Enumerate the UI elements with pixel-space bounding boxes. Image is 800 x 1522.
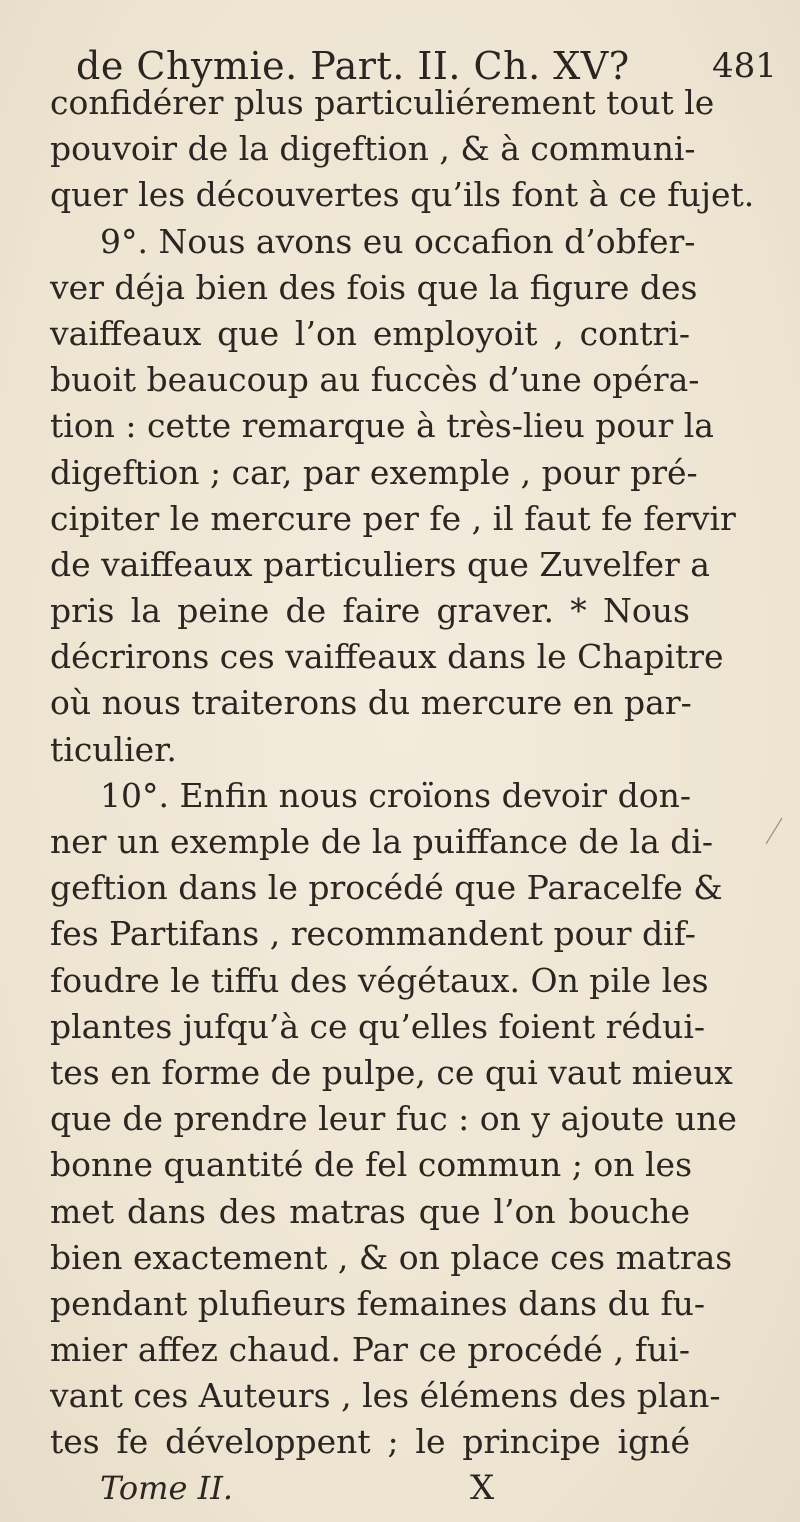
text-line: mier affez chaud. Par ce procédé , fui- <box>50 1330 690 1370</box>
text-line: quer les découvertes qu’ils font à ce fujet. <box>50 175 755 215</box>
running-head-title: de Chymie. Part. II. Ch. XV? <box>76 44 630 88</box>
text-line: foudre le tiffu des végétaux. On pile les <box>50 960 709 1000</box>
text-line: ner un exemple de la puiffance de la di- <box>50 822 714 861</box>
page-number: 481 <box>712 46 777 86</box>
pencil-mark-icon <box>764 816 784 846</box>
text-line: tes fe développent ; le principe igné <box>50 1422 690 1462</box>
signature-mark: X <box>470 1468 495 1508</box>
text-line: ver déja bien des fois que la figure des <box>50 267 698 307</box>
text-line: vaiffeaux que l’on employoit , contri- <box>50 313 690 353</box>
text-line: que de prendre leur fuc : on y ajoute une <box>50 1099 737 1139</box>
text-line: digeftion ; car, par exemple , pour pré- <box>50 452 698 492</box>
text-line: plantes jufqu’à ce qu’elles foient rédui- <box>50 1006 706 1046</box>
text-line: décrirons ces vaiffeaux dans le Chapitre <box>50 637 724 677</box>
text-line: pendant plufieurs femaines dans du fu- <box>50 1283 706 1323</box>
paragraph-start-line: 10°. Enfin nous croïons devoir don- <box>100 775 691 815</box>
text-line: tion : cette remarque à très-lieu pour la <box>50 406 714 446</box>
text-line: cipiter le mercure per fe , il faut fe fervir <box>50 498 736 538</box>
text-line: vant ces Auteurs , les élémens des plan- <box>50 1376 721 1416</box>
body-text <box>50 80 755 1466</box>
text-line: tes en forme de pulpe, ce qui vaut mieux <box>50 1052 733 1092</box>
text-line: pris la peine de faire graver. * Nous <box>50 591 690 631</box>
text-line: met dans des matras que l’on bouche <box>50 1191 690 1231</box>
text-line: pouvoir de la digeftion , & à communi- <box>50 129 696 169</box>
text-line: bonne quantité de fel commun ; on les <box>50 1145 693 1185</box>
text-line: geftion dans le procédé que Paracelfe & <box>50 868 723 908</box>
text-line: de vaiffeaux particuliers que Zuvelfer a <box>50 544 710 584</box>
paragraph-start-line: 9°. Nous avons eu occafion d’obfer- <box>100 221 696 261</box>
page-footer <box>0 1466 800 1510</box>
volume-label: Tome II. <box>100 1469 234 1507</box>
text-line: où nous traiterons du mercure en par- <box>50 683 692 723</box>
text-line: fes Partifans , recommandent pour dif- <box>50 914 696 954</box>
text-line: confidérer plus particuliérement tout le <box>50 83 715 122</box>
text-line: ticulier. <box>50 729 177 769</box>
text-line: buoit beaucoup au fuccès d’une opéra- <box>50 360 700 400</box>
text-line: bien exactement , & on place ces matras <box>50 1237 733 1277</box>
